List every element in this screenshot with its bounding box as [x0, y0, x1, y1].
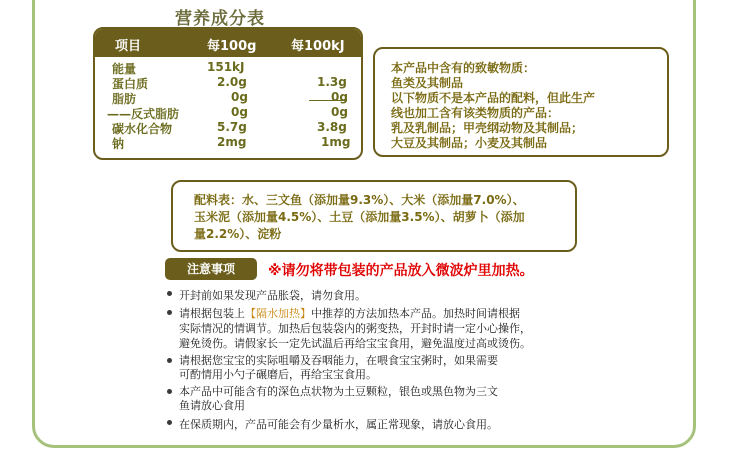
tip-item: 请根据包装上【隔水加热】中推荐的方法加热本产品。加热时间请根据 实际情况的情调节。加热后包装袋内的粥变热，开封时请一定小心操作， 避免烫伤。请假家长一定先试温后再给宝宝食用，避免温度过高或烫伤。	[179, 306, 531, 351]
notice-label: 注意事项	[165, 258, 257, 280]
ingredients-line: 配料表：水、三文鱼（添加量9.3%）、大米（添加量7.0%）、	[194, 193, 525, 207]
ingredients-line: 量2.2%）、淀粉	[194, 227, 282, 241]
table-row: ——反式脂肪 0g 0g	[107, 105, 348, 121]
allergen-line: 以下物质不是本产品的配料，但此生产	[391, 91, 596, 105]
heating-method-highlight: 【隔水加热】	[245, 307, 311, 320]
bullet-icon	[167, 310, 172, 315]
tip-item: 本产品中可能含有的深色点状物为土豆颗粒，银色或黑色物为三文 鱼请放心食用	[179, 385, 498, 413]
header-per100g: 每100g	[207, 39, 257, 54]
bullet-icon	[167, 358, 172, 363]
bullet-icon	[167, 291, 172, 296]
ingredients-box	[171, 180, 577, 252]
table-row: 脂肪 0g 0g	[112, 90, 348, 106]
bullet-icon	[167, 420, 172, 425]
tip-item: 在保质期内，产品可能会有少量析水，属正常现象，请放心食用。	[179, 416, 498, 432]
allergen-line: 乳及乳制品；甲壳纲动物及其制品；	[391, 121, 584, 135]
ingredients-line: 玉米泥（添加量4.5%）、土豆（添加量3.5%）、胡萝卜（添加	[194, 210, 525, 224]
table-row: 能量 151kJ	[112, 60, 245, 76]
header-item: 项目	[115, 39, 142, 54]
allergen-line: 大豆及其制品；小麦及其制品	[391, 136, 548, 150]
table-row: 蛋白质 2.0g 1.3g	[112, 75, 347, 91]
nutrition-table	[93, 27, 363, 160]
header-per100kj: 每100kJ	[291, 39, 345, 54]
tip-item: 请根据您宝宝的实际咀嚼及吞咽能力，在喂食宝宝粥时，如果需要 可酌情用小勺子碾磨后，再给宝宝食用。	[179, 354, 498, 382]
allergen-line: 本产品中含有的致敏物质：	[391, 61, 536, 75]
table-row: 碳水化合物 5.7g 3.8g	[112, 120, 347, 136]
allergen-line: 线也加工含有该类物质的产品：	[391, 106, 560, 120]
allergen-box	[373, 47, 669, 157]
nutrition-title: 营养成分表	[175, 9, 265, 29]
allergen-line: 鱼类及其制品	[391, 76, 464, 90]
microwave-warning: ※请勿将带包装的产品放入微波炉里加热。	[268, 263, 534, 279]
tip-item: 开封前如果发现产品胀袋，请勿食用。	[179, 287, 366, 303]
table-row: 钠 2mg 1mg	[112, 135, 351, 151]
nutrition-header	[95, 29, 361, 57]
bullet-icon	[167, 389, 172, 394]
warning-mark: ※	[268, 263, 282, 279]
